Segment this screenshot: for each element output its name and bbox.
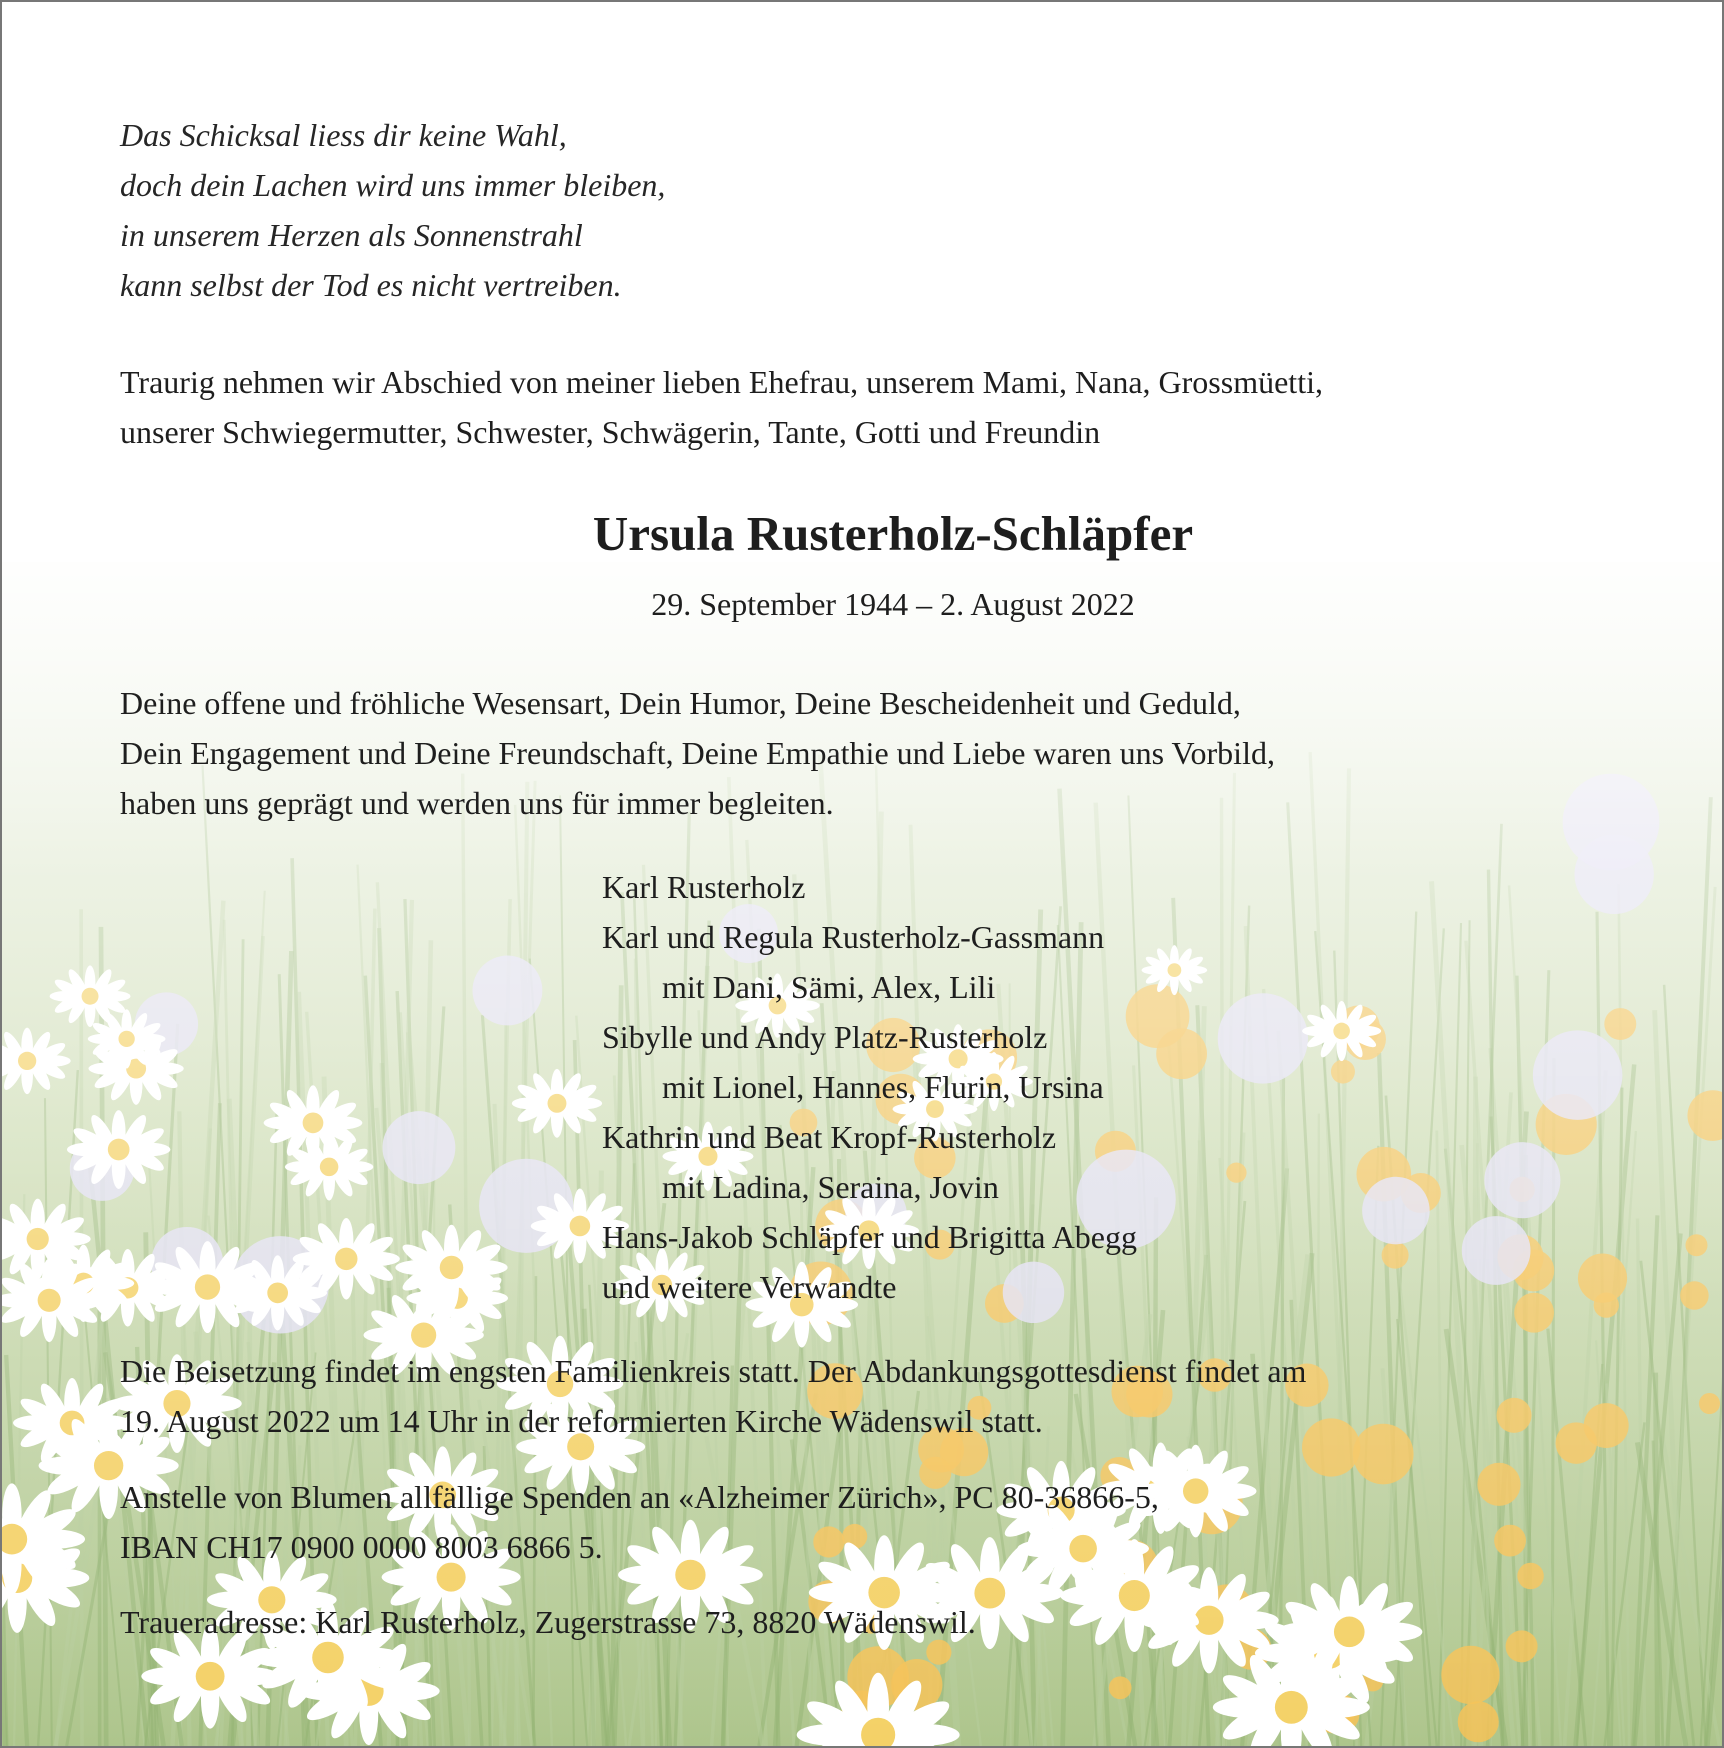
donation-info	[120, 1472, 1159, 1572]
life-dates: 29. September 1944 – 2. August 2022	[651, 586, 1135, 622]
tribute-line: haben uns geprägt und werden uns für immer begleiten.	[120, 785, 834, 821]
mourner-entry: Sibylle und Andy Platz-Rusterholz	[602, 1019, 1048, 1055]
mourner-children: mit Lionel, Hannes, Flurin, Ursina	[662, 1069, 1104, 1105]
mourning-address: Traueradresse: Karl Rusterholz, Zugerstrasse 73, 8820 Wädenswil.	[120, 1604, 976, 1640]
burial-info	[120, 1346, 1306, 1446]
intro-line: Traurig nehmen wir Abschied von meiner lieben Ehefrau, unserem Mami, Nana, Grossmüetti,	[120, 364, 1323, 400]
donation-line: IBAN CH17 0900 0000 8003 6866 5.	[120, 1529, 603, 1565]
burial-line: 19. August 2022 um 14 Uhr in der reformierten Kirche Wädenswil statt.	[120, 1403, 1043, 1439]
mourners-list	[602, 862, 1137, 1312]
mourner-entry: Karl und Regula Rusterholz-Gassmann	[602, 919, 1105, 955]
mourner-children: mit Ladina, Seraina, Jovin	[662, 1169, 999, 1205]
mourner-children: mit Dani, Sämi, Alex, Lili	[662, 969, 996, 1005]
poem-line: Das Schicksal liess dir keine Wahl,	[120, 117, 567, 153]
burial-line: Die Beisetzung findet im engsten Familienkreis statt. Der Abdankungsgottesdienst findet am	[120, 1353, 1307, 1389]
tribute-line: Deine offene und fröhliche Wesensart, Dein Humor, Deine Bescheidenheit und Geduld,	[120, 685, 1241, 721]
memorial-poem	[120, 110, 665, 310]
mourner-entry: Karl Rusterholz	[602, 869, 806, 905]
mourner-entry: Hans-Jakob Schläpfer und Brigitta Abegg	[602, 1219, 1137, 1255]
deceased-name: Ursula Rusterholz-Schläpfer	[592, 506, 1194, 561]
poem-line: doch dein Lachen wird uns immer bleiben,	[120, 167, 666, 203]
tribute-text	[120, 678, 1275, 828]
mourner-entry: und weitere Verwandte	[602, 1269, 897, 1305]
farewell-intro	[120, 357, 1323, 457]
poem-line: kann selbst der Tod es nicht vertreiben.	[120, 267, 622, 303]
tribute-line: Dein Engagement und Deine Freundschaft, Deine Empathie und Liebe waren uns Vorbild,	[120, 735, 1275, 771]
intro-line: unserer Schwiegermutter, Schwester, Schwägerin, Tante, Gotti und Freundin	[120, 414, 1101, 450]
poem-line: in unserem Herzen als Sonnenstrahl	[120, 217, 583, 253]
donation-line: Anstelle von Blumen allfällige Spenden an «Alzheimer Zürich», PC 80-36866-5,	[120, 1479, 1159, 1515]
mourner-entry: Kathrin und Beat Kropf-Rusterholz	[602, 1119, 1057, 1155]
